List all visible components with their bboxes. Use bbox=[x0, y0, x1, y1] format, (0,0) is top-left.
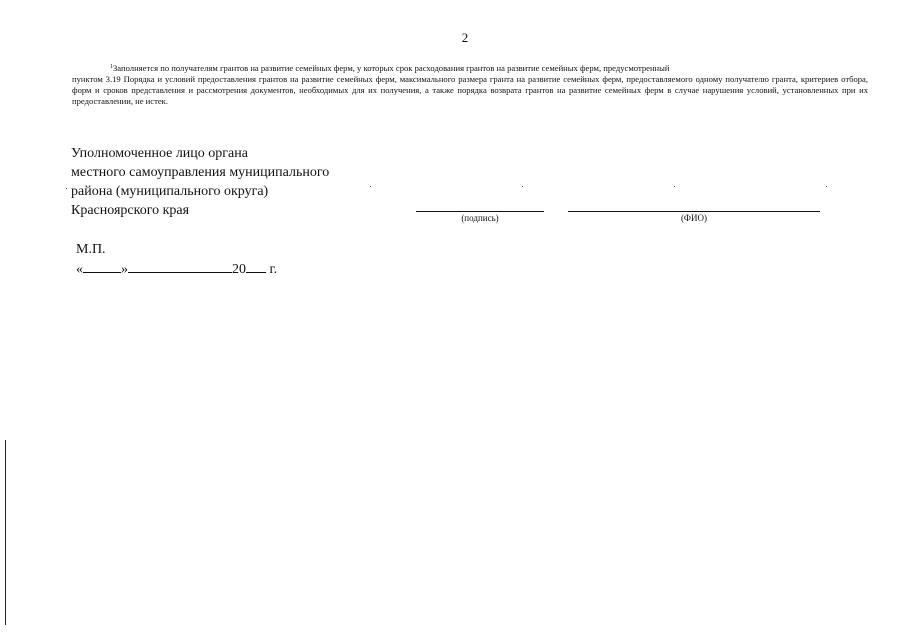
official-line-2: местного самоуправления муниципального bbox=[71, 165, 330, 180]
footnote-marker: 1 bbox=[110, 64, 113, 70]
scan-speck bbox=[674, 186, 675, 187]
signature-caption: (подпись) bbox=[461, 213, 499, 223]
scan-speck bbox=[370, 186, 371, 187]
date-close-quote: » bbox=[121, 262, 128, 277]
date-year-suffix: г. bbox=[269, 262, 278, 277]
date-year-blank[interactable] bbox=[246, 260, 266, 273]
date-month-blank[interactable] bbox=[128, 260, 232, 273]
footnote-text: пунктом 3.19 Порядка и условий предоставления грантов на развитие семейных ферм, максимального размера гранта на развитие семейных ферм, предоставляемого одному получателю гранта, критериев отбора, форм и сроков представления и рассмотрения документов, необходимых для их получения, а также порядка возврата грантов на развитие семейных ферм в случае нарушения условий, установленных при их предоставлении, не истек. bbox=[72, 74, 868, 106]
footnote-first-line-text: Заполняется по получателям грантов на развитие семейных ферм, у которых срок расходования грантов на развитие семейных ферм, предусмотренный bbox=[113, 63, 670, 73]
scan-speck bbox=[66, 188, 67, 189]
fio-caption: (ФИО) bbox=[680, 213, 708, 223]
signature-line[interactable] bbox=[416, 211, 544, 212]
official-title-block bbox=[71, 144, 329, 220]
scan-speck bbox=[826, 186, 827, 187]
date-day-blank[interactable] bbox=[83, 260, 121, 273]
page-number: 2 bbox=[461, 30, 469, 45]
official-line-4: Красноярского края bbox=[71, 203, 190, 218]
date-line bbox=[76, 260, 277, 278]
fio-line[interactable] bbox=[568, 211, 820, 212]
official-line-1: Уполномоченное лицо органа bbox=[71, 146, 248, 161]
stamp-label: М.П. bbox=[76, 242, 106, 257]
footnote-first-line bbox=[72, 62, 868, 74]
scan-speck bbox=[522, 186, 523, 187]
official-line-3: района (муниципального округа) bbox=[71, 184, 269, 199]
date-century: 20 bbox=[232, 262, 246, 277]
footnote bbox=[72, 62, 868, 107]
date-open-quote: « bbox=[76, 262, 83, 277]
scan-margin-mark bbox=[5, 440, 6, 625]
